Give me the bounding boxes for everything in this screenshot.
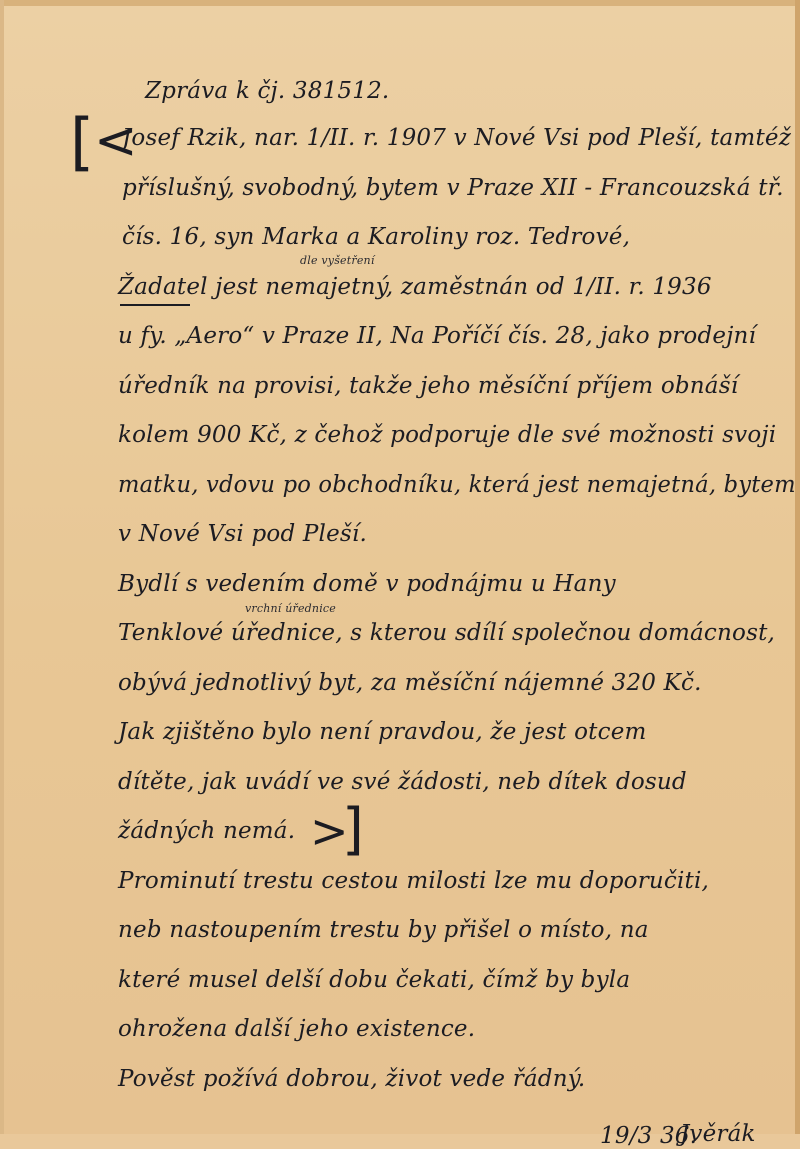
text-line-8: matku, vdovu po obchodníku, která jest nemajetná, bytem — [118, 471, 796, 498]
text-line-2: příslušný, svobodný, bytem v Praze XII - Francouzská tř. — [122, 174, 784, 201]
bracket-close-angle: > — [310, 804, 349, 858]
text-line-3: čís. 16, syn Marka a Karoliny roz. Tedrové, — [122, 224, 631, 250]
underline-zadatel — [120, 304, 190, 306]
paper-edge-right — [795, 0, 800, 1134]
text-line-20: Pověst požívá dobrou, život vede řádný. — [118, 1065, 586, 1092]
text-line-9: v Nové Vsi pod Pleší. — [118, 521, 367, 547]
paper-edge-top — [0, 0, 800, 6]
paper-edge-left — [0, 0, 4, 1134]
text-line-11: Tenklové úřednice, s kterou sdílí společnou domácnost, — [118, 620, 776, 646]
text-line-10: Bydlí s vedením domě v podnájmu u Hany — [118, 570, 616, 597]
text-line-15: žádných nemá. — [118, 818, 296, 844]
report-heading: Zpráva k čj. 381512. — [145, 78, 390, 104]
text-line-17: neb nastoupením trestu by přišel o místo, na — [118, 917, 649, 943]
text-line-12: obývá jednotlivý byt, za měsíční nájemné 320 Kč. — [118, 669, 702, 696]
text-line-18: které musel delší dobu čekati, čímž by byla — [118, 966, 631, 993]
text-line-16: Prominutí trestu cestou milosti lze mu doporučiti, — [118, 867, 710, 894]
text-line-13: Jak zjištěno bylo není pravdou, že jest otcem — [118, 719, 647, 745]
text-line-4: Žadatel jest nemajetný, zaměstnán od 1/II. r. 1936 — [118, 273, 712, 300]
bracket-open-angle: < — [94, 111, 138, 171]
insertion-note-1: dle vyšetření — [300, 253, 375, 267]
text-line-6: úředník na provisi, takže jeho měsíční příjem obnáší — [118, 372, 739, 399]
text-line-5: u fy. „Aero“ v Praze II, Na Poříčí čís. 28, jako prodejní — [118, 323, 757, 349]
bracket-close: ] — [342, 797, 364, 862]
text-line-19: ohrožena další jeho existence. — [118, 1016, 476, 1042]
signature-name: Jvěrák — [680, 1121, 756, 1147]
insertion-note-2: vrchní úřednice — [245, 602, 336, 615]
bracket-open: [ — [70, 105, 95, 178]
text-line-1: Josef Rzik, nar. 1/II. r. 1907 v Nové Vsi pod Pleší, tamtéž — [122, 125, 792, 151]
signature-date: 19/3 36. — [600, 1123, 698, 1149]
text-line-7: kolem 900 Kč, z čehož podporuje dle své možnosti svoji — [118, 422, 777, 448]
text-line-14: dítěte, jak uvádí ve své žádosti, neb dítek dosud — [118, 768, 687, 795]
